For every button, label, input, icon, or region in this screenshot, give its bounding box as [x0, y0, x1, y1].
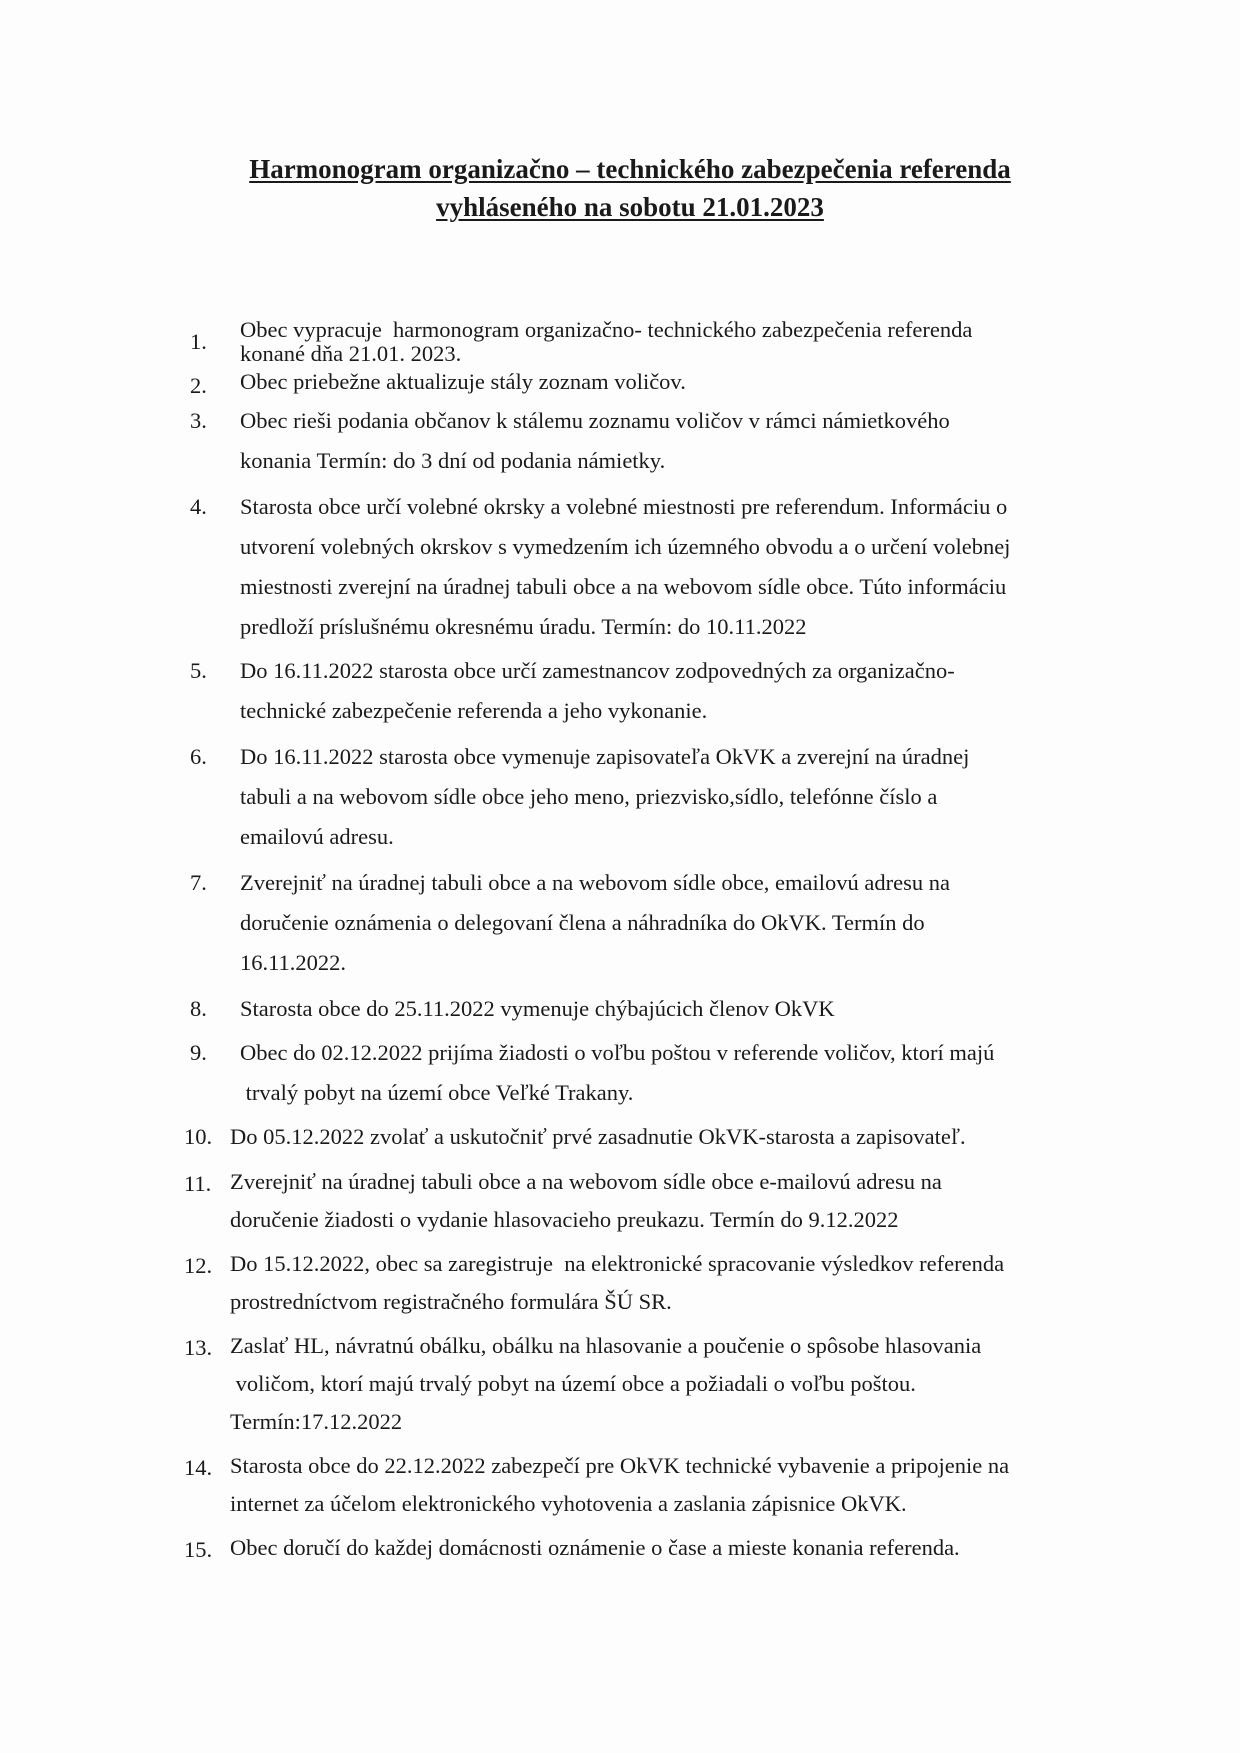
item-text-line: Do 16.11.2022 starosta obce vymenuje zapisovateľa OkVK a zverejní na úradnej	[240, 744, 970, 769]
list-item	[190, 651, 1110, 731]
title-line-1: Harmonogram organizačno – technického zabezpečenia referenda	[249, 154, 1011, 184]
item-number: 13.	[184, 1335, 213, 1360]
item-text-line: Obec priebežne aktualizuje stály zoznam voličov.	[240, 369, 686, 394]
item-text	[240, 317, 1110, 365]
item-text	[240, 1033, 1110, 1113]
list-item	[184, 1117, 1110, 1157]
document-title	[150, 150, 1110, 226]
item-text-line: tabuli a na webovom sídle obce jeho meno, priezvisko,sídlo, telefónne číslo a	[240, 784, 938, 809]
item-number: 9.	[190, 1040, 207, 1065]
list-item	[190, 487, 1110, 647]
item-text-line: Starosta obce do 22.12.2022 zabezpečí pre OkVK technické vybavenie a pripojenie na	[230, 1453, 1010, 1478]
item-number: 6.	[190, 744, 207, 769]
item-text-line: Obec doručí do každej domácnosti oznámenie o čase a mieste konania referenda.	[230, 1535, 960, 1560]
item-text-line: doručenie oznámenia o delegovaní člena a náhradníka do OkVK. Termín do	[240, 910, 925, 935]
item-number: 2.	[190, 373, 207, 398]
item-text-line: Termín:17.12.2022	[230, 1409, 403, 1434]
item-number: 12.	[184, 1253, 213, 1278]
item-text-line: internet za účelom elektronického vyhotovenia a zaslania zápisnice OkVK.	[230, 1491, 907, 1516]
item-number: 11.	[184, 1171, 212, 1196]
item-text-line: Starosta obce určí volebné okrsky a volebné miestnosti pre referendum. Informáciu o	[240, 494, 1008, 519]
item-text-line: technické zabezpečenie referenda a jeho vykonanie.	[240, 698, 708, 723]
item-text-line: konania Termín: do 3 dní od podania námietky.	[240, 448, 666, 473]
item-number: 14.	[184, 1455, 213, 1480]
list-item	[190, 989, 1110, 1029]
item-text-line: doručenie žiadosti o vydanie hlasovacieho preukazu. Termín do 9.12.2022	[230, 1207, 899, 1232]
list-item	[184, 1327, 1110, 1441]
item-number: 4.	[190, 494, 207, 519]
item-text	[240, 651, 1110, 731]
schedule-list	[184, 317, 1110, 1567]
item-text	[240, 401, 1110, 481]
item-text-line: Do 15.12.2022, obec sa zaregistruje na elektronické spracovanie výsledkov referenda	[230, 1251, 1005, 1276]
item-number: 1.	[190, 329, 207, 354]
item-text-line: Zverejniť na úradnej tabuli obce a na webovom sídle obce e-mailovú adresu na	[230, 1169, 942, 1194]
item-text-line: voličom, ktorí majú trvalý pobyt na území obce a požiadali o voľbu poštou.	[230, 1371, 916, 1396]
item-number: 15.	[184, 1537, 213, 1562]
item-text	[230, 1327, 1110, 1441]
item-number: 3.	[190, 408, 207, 433]
item-number: 10.	[184, 1124, 213, 1149]
item-text-line: Obec vypracuje harmonogram organizačno- technického zabezpečenia referenda	[240, 317, 973, 342]
item-number: 7.	[190, 870, 207, 895]
item-text-line: konané dňa 21.01. 2023.	[240, 341, 462, 366]
item-text-line: miestnosti zverejní na úradnej tabuli obce a na webovom sídle obce. Túto informáciu	[240, 574, 1007, 599]
item-text	[230, 1447, 1110, 1523]
item-text-line: Starosta obce do 25.11.2022 vymenuje chýbajúcich členov OkVK	[240, 996, 835, 1021]
item-text-line: Obec rieši podania občanov k stálemu zoznamu voličov v rámci námietkového	[240, 408, 950, 433]
item-text-line: Zaslať HL, návratnú obálku, obálku na hlasovanie a poučenie o spôsobe hlasovania	[230, 1333, 982, 1358]
item-text-line: Zverejniť na úradnej tabuli obce a na webovom sídle obce, emailovú adresu na	[240, 870, 950, 895]
list-item	[190, 863, 1110, 983]
item-text	[240, 487, 1110, 647]
item-text	[240, 737, 1110, 857]
item-text-line: predloží príslušnému okresnému úradu. Termín: do 10.11.2022	[240, 614, 807, 639]
item-number: 8.	[190, 996, 207, 1021]
list-item	[184, 1447, 1110, 1523]
item-text-line: utvorení volebných okrskov s vymedzením ich územného obvodu a o určení volebnej	[240, 534, 1011, 559]
item-text-line: trvalý pobyt na území obce Veľké Trakany.	[240, 1080, 634, 1105]
item-text	[230, 1163, 1110, 1239]
item-text	[240, 989, 1110, 1029]
item-text	[230, 1529, 1110, 1567]
item-text	[240, 863, 1110, 983]
item-text	[230, 1245, 1110, 1321]
item-text-line: Do 16.11.2022 starosta obce určí zamestnancov zodpovedných za organizačno-	[240, 658, 955, 683]
list-item	[190, 401, 1110, 481]
item-text	[230, 1117, 1110, 1157]
list-item	[190, 737, 1110, 857]
item-number: 5.	[190, 658, 207, 683]
item-text-line: emailovú adresu.	[240, 824, 394, 849]
list-item	[184, 1245, 1110, 1321]
list-item	[190, 1033, 1110, 1113]
item-text-line: 16.11.2022.	[240, 950, 347, 975]
item-text-line: Do 05.12.2022 zvolať a uskutočniť prvé zasadnutie OkVK-starosta a zapisovateľ.	[230, 1124, 966, 1149]
list-item	[190, 317, 1110, 365]
item-text	[240, 369, 1110, 395]
title-line-2: vyhláseného na sobotu 21.01.2023	[436, 192, 824, 222]
list-item	[184, 1529, 1110, 1567]
list-item	[184, 1163, 1110, 1239]
list-item	[190, 369, 1110, 398]
item-text-line: prostredníctvom registračného formulára ŠÚ SR.	[230, 1289, 672, 1314]
item-text-line: Obec do 02.12.2022 prijíma žiadosti o voľbu poštou v referende voličov, ktorí majú	[240, 1040, 995, 1065]
